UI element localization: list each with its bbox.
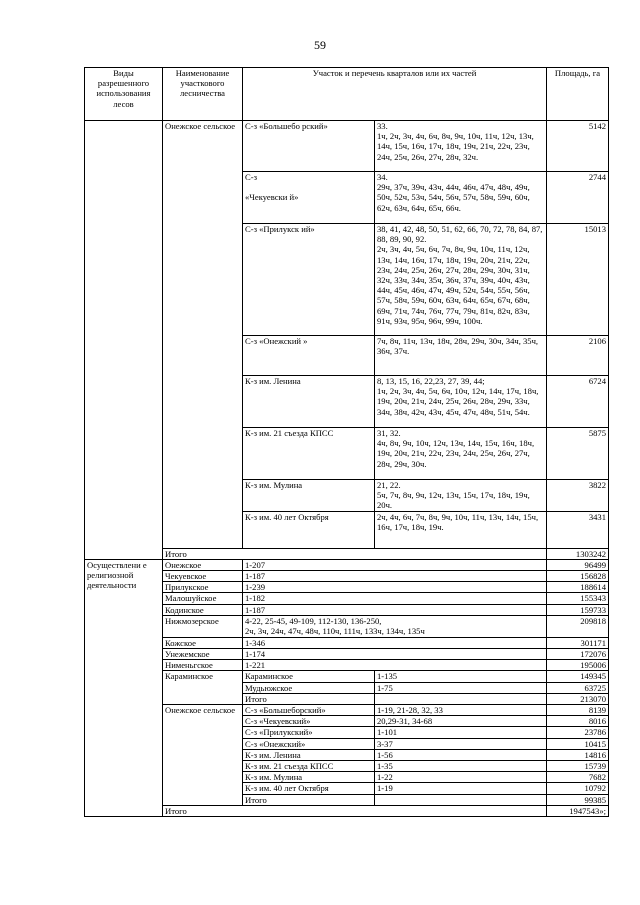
quarter-list: 7ч, 8ч, 11ч, 13ч, 18ч, 28ч, 29ч, 30ч, 34ч, 35ч, 36ч, 37ч. [375,336,547,376]
subsection-name: Мудьюжское [243,682,375,693]
empty-cell [375,794,547,805]
forestry-name: Кожское [163,637,243,648]
subsection-name: К-з им. Ленина [243,749,375,760]
forestry-name: Нижмозерское [163,615,243,637]
total-row [85,805,609,816]
quarter-range: 1-75 [375,682,547,693]
subsection-name: Караминское [243,671,375,682]
forestry-row [85,571,609,582]
area-value: 2106 [547,336,609,376]
quarter-list: 34. 29ч, 37ч, 39ч, 43ч, 44ч, 46ч, 47ч, 48ч, 49ч, 50ч, 52ч, 53ч, 54ч, 56ч, 57ч, 58ч, 59ч, 60ч, 62ч, 63ч, 64ч, 65ч, 66ч. [375,172,547,224]
forestry-row [85,637,609,648]
quarter-range: 3-37 [375,738,547,749]
quarter-list: 21, 22. 5ч, 7ч, 8ч, 9ч, 12ч, 13ч, 15ч, 17ч, 18ч, 19ч, 20ч. [375,480,547,512]
area-value: 23786 [547,727,609,738]
empty-cell [375,693,547,704]
subsection-name: С-з «Чекуевский» [243,716,375,727]
quarter-range: 1-101 [375,727,547,738]
quarter-range: 1-22 [375,772,547,783]
quarter-list: 31, 32. 4ч, 8ч, 9ч, 10ч, 12ч, 13ч, 14ч, 15ч, 16ч, 18ч, 19ч, 20ч, 21ч, 22ч, 23ч, 24ч, 25ч, 26ч, 27ч, 28ч, 29ч, 30ч. [375,428,547,480]
subsection-name: С-з «Большеборский» [243,705,375,716]
forestry-name: Онежское сельское [163,705,243,806]
quarter-range: 1-56 [375,749,547,760]
forestry-name: Чекуевское [163,571,243,582]
header-forestry: Наименование участкового лесничества [163,68,243,121]
subsection-name: С-з «Онежский» [243,738,375,749]
total-area: 1947543»; [547,805,609,816]
section-name: К-з им. 21 съезда КПСС [243,428,375,480]
use-type-cell: Осуществлени е религиозной деятельности [85,559,163,816]
header-row [85,68,609,121]
subtotal-label: Итого [243,794,375,805]
subtotal-label: Итого [243,693,375,704]
quarter-range: 1-35 [375,761,547,772]
area-value: 159733 [547,604,609,615]
quarter-range: 20,29-31, 34-68 [375,716,547,727]
forestry-name: Онежское [163,559,243,570]
forestry-name: Нименьгское [163,660,243,671]
total-label: Итого [163,805,547,816]
quarter-range: 1-221 [243,660,547,671]
page-number: 59 [314,38,326,52]
total-area: 1303242 [547,548,609,559]
forestry-name: Прилукское [163,582,243,593]
area-value: 6724 [547,376,609,428]
area-value: 172076 [547,649,609,660]
section-name: С-з «Прилукск ий» [243,224,375,336]
quarter-range: 1-187 [243,604,547,615]
area-value: 63725 [547,682,609,693]
forestry-name: Караминское [163,671,243,705]
area-value: 3431 [547,511,609,548]
subsection-row [85,671,609,682]
subsection-name: С-з «Прилукский» [243,727,375,738]
area-value: 301171 [547,637,609,648]
section-name: С-з «Онежский » [243,336,375,376]
quarter-range: 1-346 [243,637,547,648]
total-label: Итого [163,548,547,559]
forestry-row [85,559,609,570]
quarter-range: 1-174 [243,649,547,660]
forestry-row [85,649,609,660]
subtotal-area: 99385 [547,794,609,805]
area-value: 5142 [547,121,609,172]
area-value: 149345 [547,671,609,682]
forestry-name: Онежское сельское [163,121,243,549]
section-name: К-з им. Мулина [243,480,375,512]
quarter-range: 1-19, 21-28, 32, 33 [375,705,547,716]
header-use-type: Виды разрешенного использования лесов [85,68,163,121]
forestry-name: Малошуйское [163,593,243,604]
subsection-name: К-з им. 21 съезда КПСС [243,761,375,772]
area-value: 7682 [547,772,609,783]
subsection-row [85,705,609,716]
area-value: 195006 [547,660,609,671]
area-value: 14816 [547,749,609,760]
area-value: 209818 [547,615,609,637]
quarter-range: 1-135 [375,671,547,682]
area-value: 3822 [547,480,609,512]
area-value: 8016 [547,716,609,727]
section-row [85,121,609,172]
section-name: К-з им. Ленина [243,376,375,428]
quarter-range: 1-19 [375,783,547,794]
total-row [85,548,609,559]
area-value: 96499 [547,559,609,570]
quarter-list: 38, 41, 42, 48, 50, 51, 62, 66, 70, 72, 78, 84, 87, 88, 89, 90, 92. 2ч, 3ч, 4ч, 5ч, 6ч, 7ч, 8ч, 9ч, 10ч, 11ч, 12ч, 13ч, 14ч, 16ч, 17ч, 18ч, 19ч, 20ч, 21ч, 22ч, 23ч, 24ч, 25ч, 26ч, 27ч, 28ч, 29ч, 30ч, 31ч, 32ч, 33ч, 34ч, 35ч, 36ч, 37ч, 39ч, 40ч, 43ч, 44ч, 45ч, 46ч, 47ч, 49ч, 52ч, 54ч, 55ч, 56ч, 57ч, 58ч, 59ч, 60ч, 63ч, 64ч, 65ч, 67ч, 68ч, 69ч, 71ч, 74ч, 76ч, 77ч, 79ч, 81ч, 82ч, 83ч, 91ч, 93ч, 95ч, 96ч, 99ч, 100ч. [375,224,547,336]
quarter-list: 8, 13, 15, 16, 22,23, 27, 39, 44; 1ч, 2ч, 3ч, 4ч, 5ч, 6ч, 10ч, 12ч, 14ч, 17ч, 18ч, 19ч, 20ч, 21ч, 24ч, 25ч, 26ч, 28ч, 29ч, 33ч, 34ч, 38ч, 42ч, 43ч, 45ч, 47ч, 48ч, 51ч, 54ч. [375,376,547,428]
quarter-range: 1-182 [243,593,547,604]
section-name: С-з «Большебо рский» [243,121,375,172]
quarter-range: 1-187 [243,571,547,582]
subsection-name: К-з им. 40 лет Октября [243,783,375,794]
area-value: 8139 [547,705,609,716]
quarter-range: 1-207 [243,559,547,570]
quarter-range: 4-22, 25-45, 49-109, 112-130, 136-250, 2ч, 3ч, 24ч, 47ч, 48ч, 110ч, 111ч, 133ч, 134ч, 135ч [243,615,547,637]
quarter-list: 2ч, 4ч, 6ч, 7ч, 8ч, 9ч, 10ч, 11ч, 13ч, 14ч, 15ч, 16ч, 17ч, 18ч, 19ч. [375,511,547,548]
forestry-row [85,615,609,637]
quarter-list: 33. 1ч, 2ч, 3ч, 4ч, 6ч, 8ч, 9ч, 10ч, 11ч, 12ч, 13ч, 14ч, 15ч, 16ч, 17ч, 18ч, 19ч, 21ч, 22ч, 23ч, 24ч, 25ч, 26ч, 27ч, 28ч, 32ч. [375,121,547,172]
forestry-row [85,582,609,593]
area-value: 10792 [547,783,609,794]
area-value: 15739 [547,761,609,772]
section-name: К-з им. 40 лет Октября [243,511,375,548]
forestry-row [85,660,609,671]
section-name: С-з «Чекуевски й» [243,172,375,224]
area-value: 10415 [547,738,609,749]
quarter-range: 1-239 [243,582,547,593]
area-value: 15013 [547,224,609,336]
forestry-row [85,604,609,615]
area-value: 156828 [547,571,609,582]
subsection-name: К-з им. Мулина [243,772,375,783]
area-value: 188614 [547,582,609,593]
header-area: Площадь, га [547,68,609,121]
area-value: 2744 [547,172,609,224]
subtotal-area: 213070 [547,693,609,704]
forestry-name: Кодинское [163,604,243,615]
use-type-cell-empty [85,121,163,560]
land-use-table [84,67,609,817]
forestry-name: Унежемское [163,649,243,660]
area-value: 5875 [547,428,609,480]
header-quarters: Участок и перечень кварталов или их частей [243,68,547,121]
forestry-row [85,593,609,604]
area-value: 155343 [547,593,609,604]
